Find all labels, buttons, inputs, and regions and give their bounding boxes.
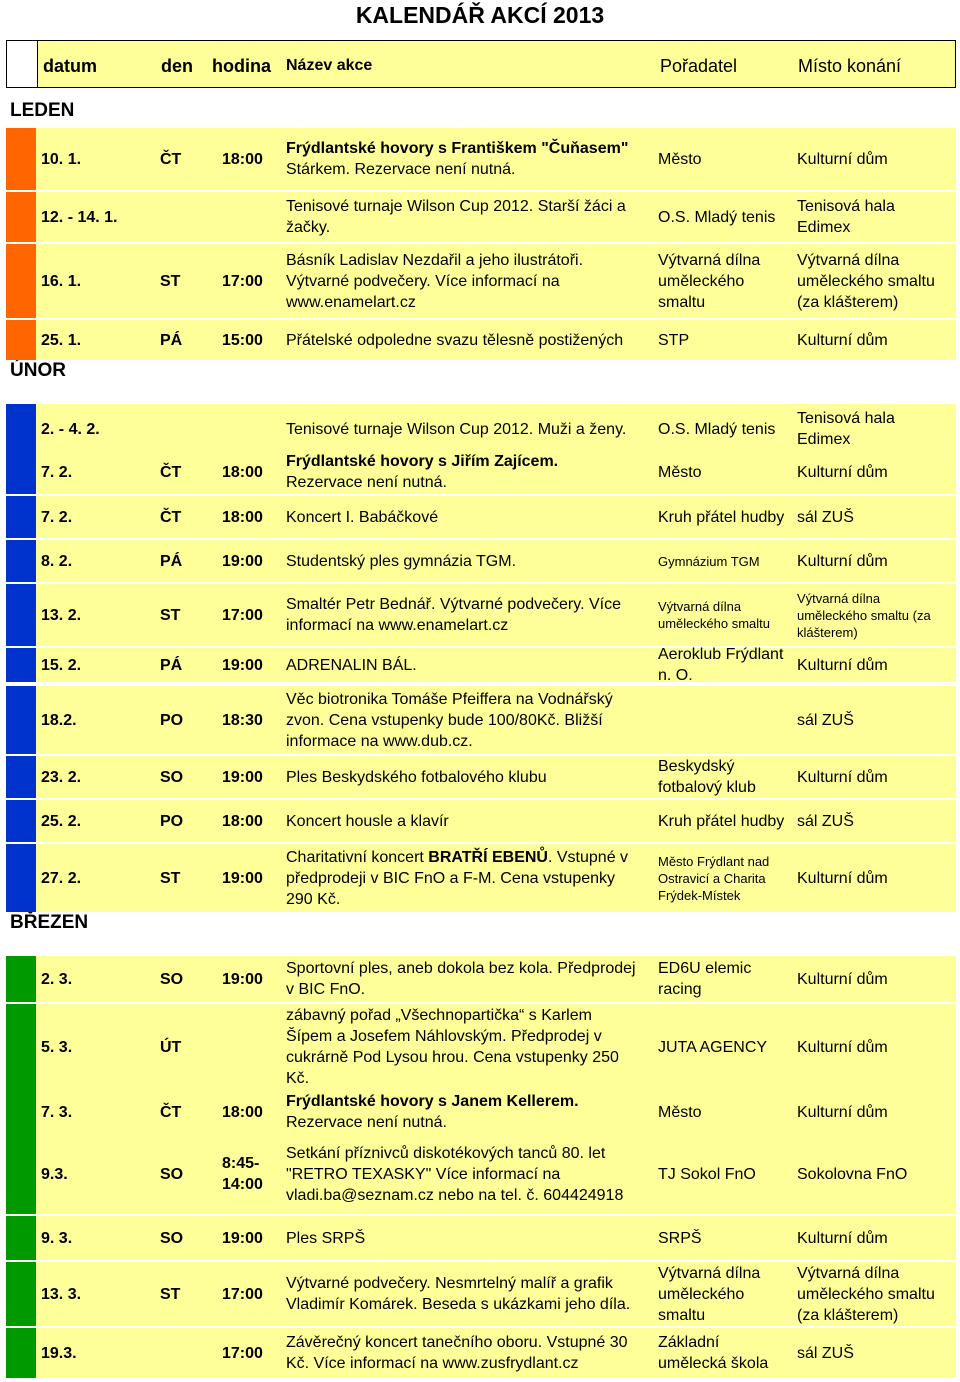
month-color-strip	[6, 450, 36, 494]
month-label-mar: BŘEZEN	[10, 912, 89, 933]
table-row	[6, 756, 956, 798]
row-body	[36, 192, 956, 242]
event-name-line: Setkání příznivců diskotékových tanců 80. let	[286, 1145, 606, 1162]
event-name-line: Smaltér Petr Bednář. Výtvarné podvečery. Více	[286, 596, 621, 613]
event-organizer-line: fotbalový klub	[658, 779, 756, 796]
event-name-line: zábavný pořad „Všechnopartička“ s Karlem	[286, 1007, 592, 1024]
event-venue-line: Kulturní dům	[797, 657, 888, 674]
table-row	[6, 540, 956, 582]
event-name-line	[286, 847, 628, 868]
event-organizer-line: n. O.	[658, 667, 693, 684]
event-name-line: Šípem a Josefem Náhlovským. Předprodej v	[286, 1028, 602, 1045]
event-name-line: informací na www.enamelart.cz	[286, 617, 509, 634]
event-date: 2. 3.	[41, 971, 73, 988]
event-name-line: žačky.	[286, 219, 331, 236]
month-color-strip	[6, 1004, 36, 1090]
event-organizer-line: Ostravicí a Charita	[658, 871, 766, 886]
table-row	[6, 584, 956, 646]
event-organizer-line: uměleckého	[658, 1286, 745, 1303]
event-venue-line: Sokolovna FnO	[797, 1166, 908, 1183]
event-name-line: Koncert I. Babáčkové	[286, 509, 439, 526]
event-name-part: BRATŘÍ EBENŮ	[428, 849, 548, 866]
row-body	[36, 756, 956, 798]
event-date: 8. 2.	[41, 553, 73, 570]
table-row	[6, 1328, 956, 1378]
event-date: 12. - 14. 1.	[41, 209, 118, 226]
event-organizer-line: O.S. Mladý tenis	[658, 421, 776, 438]
event-name-line: Věc biotronika Tomáše Pfeiffera na Vodnářský	[286, 691, 613, 708]
event-day: PÁ	[160, 332, 183, 349]
event-name-line: ADRENALIN BÁL.	[286, 657, 417, 674]
header-day: den	[161, 56, 194, 76]
month-color-strip	[6, 1262, 36, 1326]
event-organizer-line: Město	[658, 151, 702, 168]
event-date: 15. 2.	[41, 657, 82, 674]
event-day: SO	[160, 769, 184, 786]
event-venue-line: (za klášterem)	[797, 294, 899, 311]
event-time: 19:00	[222, 971, 263, 988]
row-body	[36, 540, 956, 582]
event-time: 14:00	[222, 1176, 263, 1193]
event-venue-line: sál ZUŠ	[797, 712, 854, 729]
event-time: 18:00	[222, 464, 263, 481]
event-time: 17:00	[222, 1345, 263, 1362]
event-venue-line: Kulturní dům	[797, 464, 888, 481]
event-organizer-line: Město	[658, 464, 702, 481]
event-organizer-line: smaltu	[658, 294, 706, 311]
event-organizer-line: SRPŠ	[658, 1230, 702, 1247]
event-day: ČT	[160, 509, 182, 526]
event-venue-line: Kulturní dům	[797, 769, 888, 786]
table-row	[6, 404, 956, 454]
event-name-line: Studentský ples gymnázia TGM.	[286, 553, 517, 570]
event-venue-line: Kulturní dům	[797, 870, 888, 887]
event-date: 5. 3.	[41, 1039, 73, 1056]
event-date: 7. 2.	[41, 464, 73, 481]
event-date: 25. 1.	[41, 332, 82, 349]
row-body	[36, 1134, 956, 1214]
event-venue-line: Tenisová hala	[797, 198, 895, 215]
table-row	[6, 1134, 956, 1214]
month-color-strip	[6, 756, 36, 798]
event-organizer-line: smaltu	[658, 1307, 706, 1324]
event-name-line: 290 Kč.	[286, 891, 341, 908]
table-row	[6, 192, 956, 242]
header-name: Název akce	[286, 57, 373, 74]
event-organizer-line: uměleckého	[658, 273, 745, 290]
month-color-strip	[6, 404, 36, 454]
event-organizer-line: O.S. Mladý tenis	[658, 209, 776, 226]
event-name-part: . Vstupné v	[547, 849, 629, 866]
event-name-line: cukrárně Pod Lysou hrou. Cena vstupenky 250	[286, 1049, 619, 1066]
event-organizer-line: Město Frýdlant nad	[658, 854, 770, 869]
event-day: SO	[160, 1166, 184, 1183]
event-time: 18:00	[222, 813, 263, 830]
event-day: ČT	[160, 151, 182, 168]
event-day: ÚT	[160, 1039, 182, 1056]
table-row	[6, 1262, 956, 1326]
event-name-line: Ples Beskydského fotbalového klubu	[286, 769, 547, 786]
row-body	[36, 844, 956, 912]
row-body	[36, 496, 956, 538]
event-time: 19:00	[222, 769, 263, 786]
event-organizer-line: Frýdek-Místek	[658, 888, 741, 903]
header-venue: Místo konání	[798, 56, 902, 76]
event-venue-line: Kulturní dům	[797, 971, 888, 988]
event-venue-line: uměleckého smaltu (za	[797, 608, 931, 623]
event-day: SO	[160, 1230, 184, 1247]
event-time: 18:00	[222, 509, 263, 526]
header-date: datum	[43, 56, 97, 76]
event-name-line: Kč.	[286, 1070, 310, 1087]
event-venue-line: Kulturní dům	[797, 1039, 888, 1056]
event-organizer-line: Gymnázium TGM	[658, 554, 760, 569]
event-time: 18:30	[222, 712, 263, 729]
event-venue-line: Výtvarná dílna	[797, 252, 900, 269]
event-venue-line: sál ZUŠ	[797, 813, 854, 830]
event-name-line: Básník Ladislav Nezdařil a jeho ilustrátoři.	[286, 252, 584, 269]
event-name-line: "RETRO TEXASKY" Více informací na	[286, 1166, 561, 1183]
event-date: 25. 2.	[41, 813, 82, 830]
month-color-strip	[6, 320, 36, 360]
event-name-line: Rezervace není nutná.	[286, 474, 447, 491]
event-date: 9. 3.	[41, 1230, 73, 1247]
table-row	[6, 1090, 956, 1134]
event-date: 23. 2.	[41, 769, 82, 786]
event-venue-line: uměleckého smaltu	[797, 273, 935, 290]
event-name-line: Sportovní ples, aneb dokola bez kola. Předprodej	[286, 960, 636, 977]
table-row	[6, 844, 956, 912]
row-body	[36, 128, 956, 190]
event-organizer-line: STP	[658, 332, 690, 349]
event-name-line: Výtvarné podvečery. Nesmrtelný malíř a grafik	[286, 1275, 613, 1292]
event-organizer-line: Kruh přátel hudby	[658, 509, 785, 526]
event-time: 8:45-	[222, 1155, 260, 1172]
table-row	[6, 1004, 956, 1090]
month-color-strip	[6, 1134, 36, 1214]
event-day: ST	[160, 1286, 181, 1303]
month-color-strip	[6, 1216, 36, 1260]
event-day: ČT	[160, 1104, 182, 1121]
event-date: 16. 1.	[41, 273, 82, 290]
row-body	[36, 1004, 956, 1090]
event-day: PO	[160, 712, 184, 729]
row-body	[36, 800, 956, 842]
event-name-line: Koncert housle a klavír	[286, 813, 449, 830]
event-venue-line: Kulturní dům	[797, 332, 888, 349]
event-name-line: zvon. Cena vstupenky bude 100/80Kč. Bližší	[286, 712, 603, 729]
event-time: 19:00	[222, 1230, 263, 1247]
event-date: 2. - 4. 2.	[41, 421, 100, 438]
header-time: hodina	[212, 56, 271, 76]
event-organizer-line: JUTA AGENCY	[658, 1039, 768, 1056]
event-venue-line: Edimex	[797, 219, 851, 236]
month-color-strip	[6, 192, 36, 242]
event-name-line: Frýdlantské hovory s Jiřím Zajícem.	[286, 453, 559, 470]
event-date: 19.3.	[41, 1345, 77, 1362]
event-date: 13. 2.	[41, 607, 82, 624]
table-row	[6, 244, 956, 318]
header-organizer: Pořadatel	[660, 56, 738, 76]
table-row	[6, 956, 956, 1002]
event-name-part: Charitativní koncert	[286, 849, 429, 866]
event-name-line: Stárkem. Rezervace není nutná.	[286, 161, 516, 178]
month-color-strip	[6, 800, 36, 842]
event-venue-line: Kulturní dům	[797, 151, 888, 168]
event-date: 27. 2.	[41, 870, 82, 887]
event-organizer-line: umělecká škola	[658, 1355, 769, 1372]
month-color-strip	[6, 844, 36, 912]
table-row	[6, 320, 956, 360]
event-day: PO	[160, 813, 184, 830]
event-day: ST	[160, 273, 181, 290]
event-time: 19:00	[222, 657, 263, 674]
event-name-line: Tenisové turnaje Wilson Cup 2012. Muži a ženy.	[286, 421, 627, 438]
event-day: SO	[160, 971, 184, 988]
event-name-line: www.enamelart.cz	[286, 294, 416, 311]
event-name-line: Vladimír Komárek. Beseda s ukázkami jeho díla.	[286, 1296, 631, 1313]
event-organizer-line: Výtvarná dílna	[658, 599, 742, 614]
month-color-strip	[6, 584, 36, 646]
page-title: KALENDÁŘ AKCÍ 2013	[355, 2, 605, 28]
event-organizer-line: Kruh přátel hudby	[658, 813, 785, 830]
event-name-line: Kč. Více informací na www.zusfrydlant.cz	[286, 1355, 579, 1372]
event-date: 10. 1.	[41, 151, 82, 168]
event-organizer-line: Výtvarná dílna	[658, 1265, 761, 1282]
event-time: 19:00	[222, 553, 263, 570]
event-name-line: Přátelské odpoledne svazu tělesně postižených	[286, 332, 624, 349]
event-name-line: předprodeji v BIC FnO a F-M. Cena vstupenky	[286, 870, 616, 887]
table-row	[6, 648, 956, 682]
table-header	[6, 40, 956, 88]
event-organizer-line: Beskydský	[658, 758, 735, 775]
row-body	[36, 1216, 956, 1260]
event-day: ST	[160, 870, 181, 887]
event-name-line: Rezervace není nutná.	[286, 1114, 447, 1131]
event-venue-line: Kulturní dům	[797, 1104, 888, 1121]
event-time: 17:00	[222, 607, 263, 624]
event-organizer-line: Výtvarná dílna	[658, 252, 761, 269]
event-date: 13. 3.	[41, 1286, 82, 1303]
event-venue-line: (za klášterem)	[797, 1307, 899, 1324]
row-body	[36, 956, 956, 1002]
event-time: 17:00	[222, 273, 263, 290]
event-name-line: Ples SRPŠ	[286, 1230, 366, 1247]
event-venue-line: sál ZUŠ	[797, 1345, 854, 1362]
event-day: ST	[160, 607, 181, 624]
table-row	[6, 450, 956, 494]
event-venue-line: Edimex	[797, 431, 851, 448]
event-venue-line: Výtvarná dílna	[797, 591, 881, 606]
month-color-strip	[6, 244, 36, 318]
event-venue-line: Výtvarná dílna	[797, 1265, 900, 1282]
row-body	[36, 244, 956, 318]
event-time: 15:00	[222, 332, 263, 349]
month-color-strip	[6, 1090, 36, 1134]
event-date: 7. 3.	[41, 1104, 73, 1121]
event-organizer-line: ED6U elemic	[658, 960, 752, 977]
month-label-feb: ÚNOR	[10, 360, 66, 381]
event-venue-line: klášterem)	[797, 625, 858, 640]
event-venue-line: uměleckého smaltu	[797, 1286, 935, 1303]
month-color-strip	[6, 686, 36, 754]
event-time: 17:00	[222, 1286, 263, 1303]
event-time: 19:00	[222, 870, 263, 887]
event-venue-line: Kulturní dům	[797, 553, 888, 570]
event-venue-line: sál ZUŠ	[797, 509, 854, 526]
row-body	[36, 320, 956, 360]
row-body	[36, 450, 956, 494]
month-color-strip	[6, 1328, 36, 1378]
event-name-line: Frýdlantské hovory s Františkem "Čuňasem"	[286, 140, 629, 157]
table-row	[6, 1216, 956, 1260]
event-day: PÁ	[160, 553, 183, 570]
event-name-line: Závěrečný koncert tanečního oboru. Vstupné 30	[286, 1334, 628, 1351]
event-name-line: Tenisové turnaje Wilson Cup 2012. Starší žáci a	[286, 198, 626, 215]
month-color-strip	[6, 648, 36, 682]
event-day: PÁ	[160, 657, 183, 674]
row-body	[36, 648, 956, 682]
event-date: 7. 2.	[41, 509, 73, 526]
event-name-line: Frýdlantské hovory s Janem Kellerem.	[286, 1093, 579, 1110]
event-day: ČT	[160, 464, 182, 481]
event-venue-line: Kulturní dům	[797, 1230, 888, 1247]
event-name-line: v BIC FnO.	[286, 981, 366, 998]
event-date: 9.3.	[41, 1166, 68, 1183]
event-organizer-line: Aeroklub Frýdlant	[658, 646, 784, 663]
month-color-strip	[6, 540, 36, 582]
row-body	[36, 686, 956, 754]
row-body	[36, 1328, 956, 1378]
event-date: 18.2.	[41, 712, 77, 729]
row-body	[36, 584, 956, 646]
month-color-strip	[6, 956, 36, 1002]
event-name-line: informace na www.dub.cz.	[286, 733, 473, 750]
event-time: 18:00	[222, 1104, 263, 1121]
row-body	[36, 404, 956, 454]
event-organizer-line: Základní	[658, 1334, 720, 1351]
event-organizer-line: TJ Sokol FnO	[658, 1166, 756, 1183]
table-row	[6, 686, 956, 754]
month-color-strip	[6, 496, 36, 538]
month-color-strip	[6, 128, 36, 190]
table-row	[6, 800, 956, 842]
event-organizer-line: racing	[658, 981, 702, 998]
event-time: 18:00	[222, 151, 263, 168]
row-body	[36, 1262, 956, 1326]
table-row	[6, 128, 956, 190]
event-venue-line: Tenisová hala	[797, 410, 895, 427]
event-organizer-line: Město	[658, 1104, 702, 1121]
event-name-line: vladi.ba@seznam.cz nebo na tel. č. 604424918	[286, 1187, 624, 1204]
row-body	[36, 1090, 956, 1134]
month-label-jan: LEDEN	[10, 100, 75, 121]
table-row	[6, 496, 956, 538]
event-name-line: Výtvarné podvečery. Více informací na	[286, 273, 560, 290]
event-organizer-line: uměleckého smaltu	[658, 616, 770, 631]
